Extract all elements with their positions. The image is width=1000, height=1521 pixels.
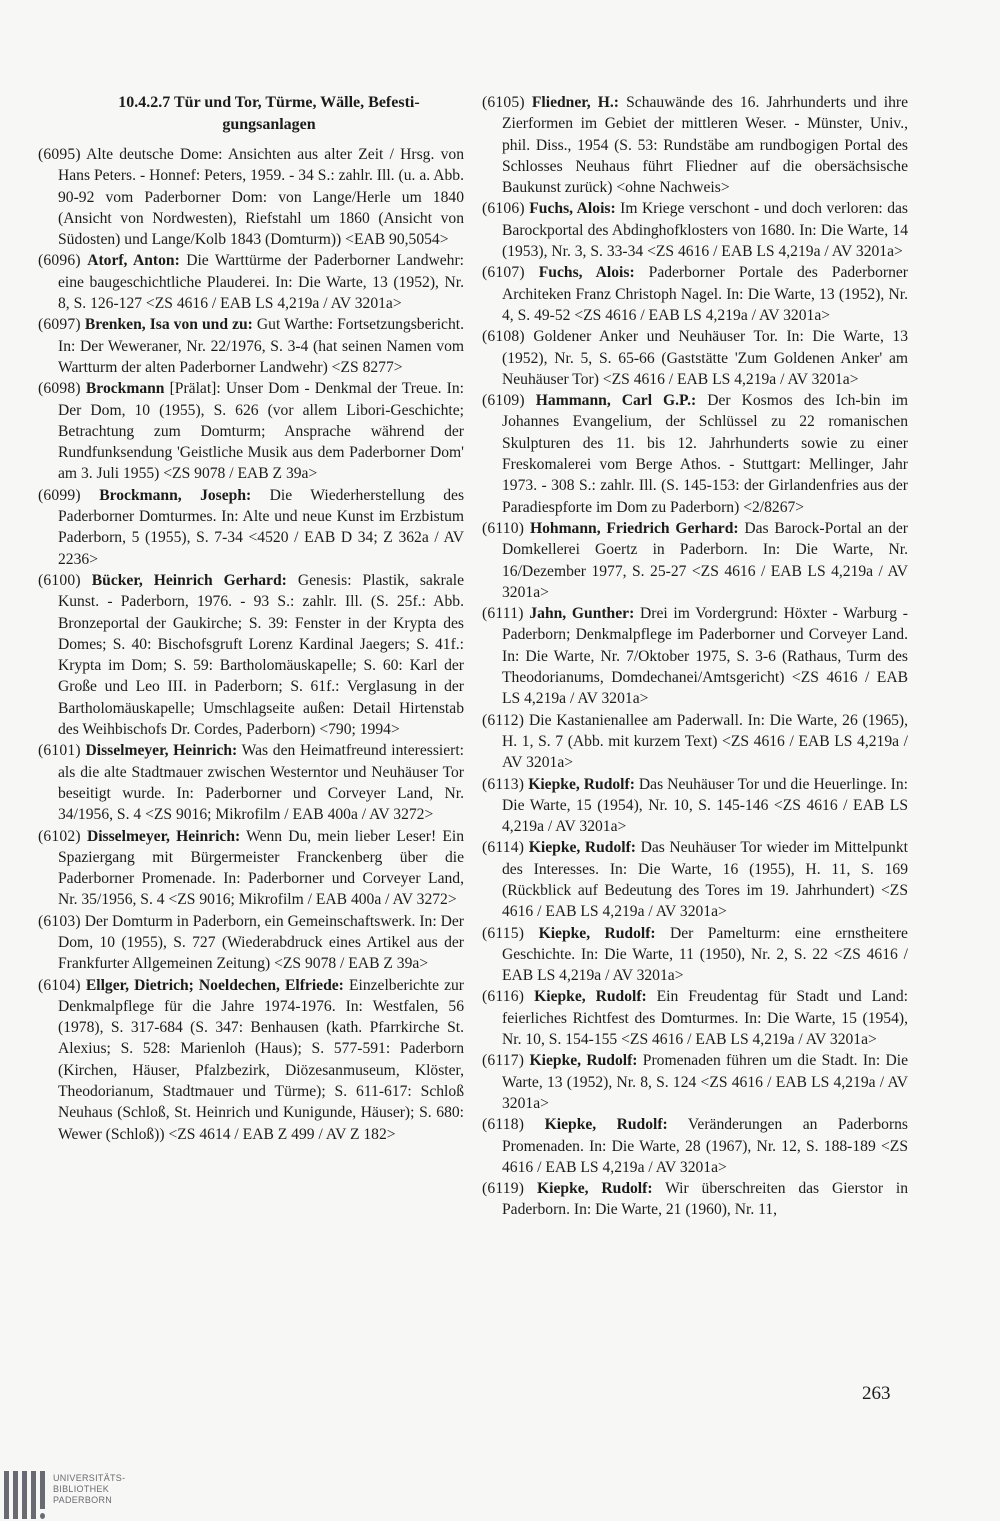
entry-number: (6098) xyxy=(38,380,81,398)
entry-text: Die Wiederherstellung des Paderborner Domturmes. In: Alte und neue Kunst im Erzbistum Paderborn, 5 (1955), S. 7-34 <4520 / EAB D 34; Z 362a / AV 2236> xyxy=(58,486,465,568)
bibliography-entry xyxy=(38,826,464,911)
bibliography-entry xyxy=(482,774,908,838)
entry-author: Disselmeyer, Heinrich: xyxy=(85,742,238,760)
bibliography-entry xyxy=(38,144,464,250)
entry-number: (6112) xyxy=(482,711,525,729)
library-logo-line1: UNIVERSITÄTS- xyxy=(53,1473,126,1483)
entry-text: Was den Heimatfreund interessiert: als die alte Stadtmauer zwischen Westerntor und Neuhäuser Tor beseitigt wurde. In: Paderborner und Corveyer Land, Nr. 34/1956, S. 4 <ZS 9016; Mikrofilm / EAB 400a / AV 3272> xyxy=(58,742,465,824)
entry-author: Disselmeyer, Heinrich: xyxy=(86,827,241,845)
entry-text: Der Domturm in Paderborn, ein Gemeinschaftswerk. In: Der Dom, 10 (1955), S. 727 (Wiederabdruck eines Artikel aus der Frankfurter Allgemeinen Zeitung) <ZS 9078 / EAB Z 39a> xyxy=(58,912,464,973)
entry-text: Die Kastanienallee am Paderwall. In: Die Warte, 26 (1965), H. 1, S. 7 (Abb. mit kurzem Text) <ZS 4616 / EAB LS 4,219a / AV 3201a> xyxy=(502,711,908,772)
entry-number: (6100) xyxy=(38,571,81,589)
entry-text: Der Kosmos des Ich-bin im Johannes Evangelium, der Schlüssel zu 22 romanischen Skulpturen des 11. bis 12. Jahrhunderts sowie zu einer Freskomalerei vom Berge Athos. - Stuttgart: Mellinger, Jahr 1973. - 308 S.: zahlr. Ill. (S. 145-153: der Girlandenfries aus der Paradiespforte im Dom zu Paderborn) <2/8267> xyxy=(502,392,908,516)
entry-text: Alte deutsche Dome: Ansichten aus alter Zeit / Hrsg. von Hans Peters. - Honnef: Peters, 1959. - 34 S.: zahlr. Ill. (u. a. Abb. 90-92 vom Paderborner Dom: von Lange/Herle um 1840 (Ansicht von Nordwesten), Riefstahl um 1860 (Ansicht von Südosten) und Lange/Kolb 1843 (Domturm)) <EAB 90,5054> xyxy=(58,146,464,249)
bibliography-entry xyxy=(482,1178,908,1221)
entry-number: (6109) xyxy=(482,392,525,410)
entry-number: (6095) xyxy=(38,146,81,163)
left-column xyxy=(38,92,464,1145)
bibliography-entry xyxy=(38,570,464,740)
entry-number: (6108) xyxy=(482,328,525,346)
bibliography-entry xyxy=(482,837,908,922)
entry-author: Fuchs, Alois: xyxy=(538,264,635,282)
entry-author: Brockmann xyxy=(85,380,165,398)
entry-number: (6103) xyxy=(38,912,81,930)
section-heading xyxy=(38,92,464,136)
entry-author: Kiepke, Rudolf: xyxy=(529,1052,638,1070)
entry-number: (6110) xyxy=(482,519,525,537)
entry-text: Das Barock-Portal an der Domkellerei Goertz in Paderborn. In: Die Warte, Nr. 16/Dezember 1977, S. 25-27 <ZS 4616 / EAB LS 4,219a / AV 3201a> xyxy=(502,519,908,601)
entry-author: Fliedner, H.: xyxy=(531,94,619,111)
bibliography-entry xyxy=(482,986,908,1050)
entry-text: Schauwände des 16. Jahrhunderts und ihre Zierformen im Gebiet der mittleren Weser. - Münster, Univ., phil. Diss., 1954 (S. 53: Rundstäbe am rundbogigen Portal des Schlosses Neuhaus führt Fliedner auf die obersächsische Baukunst zurück) <ohne Nachweis> xyxy=(502,94,908,197)
entry-number: (6113) xyxy=(482,775,525,793)
library-logo-line3: PADERBORN xyxy=(53,1495,113,1505)
bibliography-entry xyxy=(38,911,464,975)
entry-author: Fuchs, Alois: xyxy=(529,200,616,218)
entry-text: Ein Freudentag für Stadt und Land: feierliches Richtfest des Domturmes. In: Die Warte, 15 (1954), Nr. 10, S. 154-155 <ZS 4616 / EAB LS 4,219a / AV 3201a> xyxy=(502,988,908,1049)
entry-number: (6096) xyxy=(38,252,81,270)
bibliography-entry xyxy=(482,710,908,774)
bibliography-entry xyxy=(482,923,908,987)
bibliography-entry xyxy=(482,603,908,709)
entry-author: Kiepke, Rudolf: xyxy=(537,1180,653,1198)
section-heading-line1: 10.4.2.7 Tür und Tor, Türme, Wälle, Befesti- xyxy=(118,94,420,111)
right-column xyxy=(482,92,908,1221)
entry-author: Kiepke, Rudolf: xyxy=(528,839,636,857)
bibliography-entry xyxy=(38,485,464,570)
entry-author: Brockmann, Joseph: xyxy=(99,486,252,504)
bibliography-entry xyxy=(38,740,464,825)
bibliography-entry xyxy=(38,975,464,1145)
bibliography-entry xyxy=(482,518,908,603)
entry-number: (6115) xyxy=(482,924,525,942)
entry-author: Kiepke, Rudolf: xyxy=(528,775,635,793)
entry-author: Hohmann, Friedrich Gerhard: xyxy=(529,519,739,537)
bibliography-entry xyxy=(38,314,464,378)
entry-text: Drei im Vordergrund: Höxter - Warburg - Paderborn; Denkmalpflege im Paderborner und Corveyer Land. In: Die Warte, Nr. 7/Oktober 1975, S. 3-6 (Rathaus, Turm des Theodorianums, Domdechanei/Amtsgericht) <ZS 4616 / EAB LS 4,219a / AV 3201a> xyxy=(502,605,908,708)
entry-text: Promenaden führen um die Stadt. In: Die Warte, 13 (1952), Nr. 8, S. 124 <ZS 4616 / EAB LS 4,219a / AV 3201a> xyxy=(502,1052,908,1112)
entry-number: (6117) xyxy=(482,1052,525,1070)
entry-author: Brenken, Isa von und zu: xyxy=(84,316,253,334)
bibliography-entry xyxy=(482,262,908,326)
bibliography-entry xyxy=(482,198,908,262)
bibliography-entry xyxy=(482,390,908,518)
entry-text: Das Neuhäuser Tor wieder im Mittelpunkt des Interesses. In: Die Warte, 16 (1955), H. 11, S. 169 (Rückblick auf Bedeutung des Tores im 19. Jahrhundert) <ZS 4616 / EAB LS 4,219a / AV 3201a> xyxy=(502,839,908,921)
library-logo xyxy=(0,1471,150,1521)
entry-text: Paderborner Portale des Paderborner Architeken Franz Christoph Nagel. In: Die Warte, 13 (1952), Nr. 4, S. 49-52 <ZS 4616 / EAB LS 4,219a / AV 3201a> xyxy=(502,264,908,324)
entry-text: Gut Warthe: Fortsetzungsbericht. In: Der Weweraner, Nr. 22/1976, S. 3-4 (hat seinen Namen vom Wartturm der alten Paderborner Landwehr) <ZS 8277> xyxy=(58,316,464,376)
entry-author: Kiepke, Rudolf: xyxy=(544,1116,668,1134)
entry-author: Ellger, Dietrich; Noeldechen, Elfriede: xyxy=(85,976,344,994)
entry-number: (6102) xyxy=(38,827,81,845)
entry-text: Goldener Anker und Neuhäuser Tor. In: Die Warte, 13 (1952), Nr. 5, S. 65-66 (Gaststätte 'Zum Goldenen Anker' am Neuhäuser Tor) <ZS 4616 / EAB LS 4,219a / AV 3201a> xyxy=(502,328,909,388)
entry-number: (6111) xyxy=(482,605,524,623)
section-heading-line2: gungsanlagen xyxy=(222,116,316,133)
page-number: 263 xyxy=(862,1383,891,1404)
entry-text: Wir überschreiten das Gierstor in Paderborn. In: Die Warte, 21 (1960), Nr. 11, xyxy=(502,1180,908,1219)
entry-author: Kiepke, Rudolf: xyxy=(534,988,647,1006)
entry-text: Genesis: Plastik, sakrale Kunst. - Paderborn, 1976. - 93 S.: zahlr. Ill. (S. 25f.: Abb. Bronzeportal der Gaukirche; S. 39: Fenster in der Krypta des Domes; S. 40: Bischofsgruft Lorenz Kardinal Jaegers; S. 41f.: Krypta im Dom; S. 59: Bartholomäuskapelle; S. 60: Karl der Große und Leo III. in Paderborn; S. 61f.: Verglasung in der Bartholomäuskapelle; Umschlagseite außen: Detail Hirtenstab des Weihbischofs Dr. Cordes, Paderborn) <790; 1994> xyxy=(58,571,464,739)
entry-author: Jahn, Gunther: xyxy=(529,605,635,623)
entry-number: (6104) xyxy=(38,976,81,994)
entry-author: Bücker, Heinrich Gerhard: xyxy=(91,571,287,589)
entry-text: Einzelberichte zur Denkmalpflege für die Jahre 1974-1976. In: Westfalen, 56 (1978), S. 317-684 (S. 347: Benhausen (kath. Pfarrkirche St. Alexius; S. 528: Marienloh (Haus); S. 577-591: Paderborn (Kirchen, Häuser, Pfalzbezirk, Diözesanmuseum, Klöster, Theodorianum, Stadtmauer und Türme); S. 611-617: Schloß Neuhaus (Schloß, St. Heinrich und Kunigunde, Häuser); S. 680: Wewer (Schloß)) <ZS 4614 / EAB Z 499 / AV Z 182> xyxy=(58,976,464,1143)
entry-number: (6105) xyxy=(482,94,525,111)
entry-text: Die Warttürme der Paderborner Landwehr: eine baugeschichtliche Plauderei. In: Die Warte, 13 (1952), Nr. 8, S. 126-127 <ZS 4616 / EAB LS 4,219a / AV 3201a> xyxy=(58,252,464,313)
entry-list-left xyxy=(38,144,464,1145)
bibliography-entry xyxy=(482,326,908,390)
entry-number: (6114) xyxy=(482,839,525,857)
library-logo-text xyxy=(53,1473,125,1506)
bibliography-entry xyxy=(38,378,464,484)
entry-author: Kiepke, Rudolf: xyxy=(538,924,656,942)
entry-number: (6101) xyxy=(38,742,81,760)
entry-number: (6097) xyxy=(38,316,81,334)
entry-number: (6116) xyxy=(482,988,525,1006)
bibliography-entry xyxy=(38,250,464,314)
entry-number: (6099) xyxy=(38,486,81,504)
entry-number: (6118) xyxy=(482,1116,525,1134)
bibliography-entry xyxy=(482,1114,908,1178)
entry-number: (6106) xyxy=(482,200,525,218)
library-logo-line2: BIBLIOTHEK xyxy=(53,1484,110,1494)
entry-text: Der Pamelturm: eine ernstheitere Geschichte. In: Die Warte, 11 (1950), Nr. 2, S. 22 <ZS 4616 / EAB LS 4,219a / AV 3201a> xyxy=(502,924,908,985)
entry-number: (6119) xyxy=(482,1180,525,1198)
entry-text: Das Neuhäuser Tor und die Heuerlinge. In: Die Warte, 15 (1954), Nr. 10, S. 145-146 <ZS 4616 / EAB LS 4,219a / AV 3201a> xyxy=(502,775,908,836)
bibliography-entry xyxy=(482,1050,908,1114)
entry-author: Hammann, Carl G.P.: xyxy=(535,392,697,410)
entry-author: Atorf, Anton: xyxy=(87,252,180,270)
entry-text: Veränderungen an Paderborns Promenaden. In: Die Warte, 28 (1967), Nr. 12, S. 188-189 <ZS 4616 / EAB LS 4,219a / AV 3201a> xyxy=(502,1116,908,1176)
entry-text: Wenn Du, mein lieber Leser! Ein Spaziergang mit Bürgermeister Franckenberg über die Paderborner Promenade. In: Paderborner und Corveyer Land, Nr. 35/1956, S. 4 <ZS 9016; Mikrofilm / EAB 400a / AV 3272> xyxy=(58,827,465,909)
entry-number: (6107) xyxy=(482,264,525,282)
entry-text: [Prälat]: Unser Dom - Denkmal der Treue. In: Der Dom, 10 (1955), S. 626 (vor allem Libori-Geschichte; Betrachtung zum Domturm; Ansprache während der Rundfunksendung 'Geistliche Musik aus dem Paderborner Dom' am 3. Juli 1955) <ZS 9078 / EAB Z 39a> xyxy=(58,380,464,483)
entry-list-right xyxy=(482,92,908,1221)
entry-text: Im Kriege verschont - und doch verloren: das Barockportal des Abdinghofklosters von 1680. In: Die Warte, 14 (1953), Nr. 3, S. 33-34 <ZS 4616 / EAB LS 4,219a / AV 3201a> xyxy=(502,200,908,261)
bibliography-entry xyxy=(482,92,908,198)
